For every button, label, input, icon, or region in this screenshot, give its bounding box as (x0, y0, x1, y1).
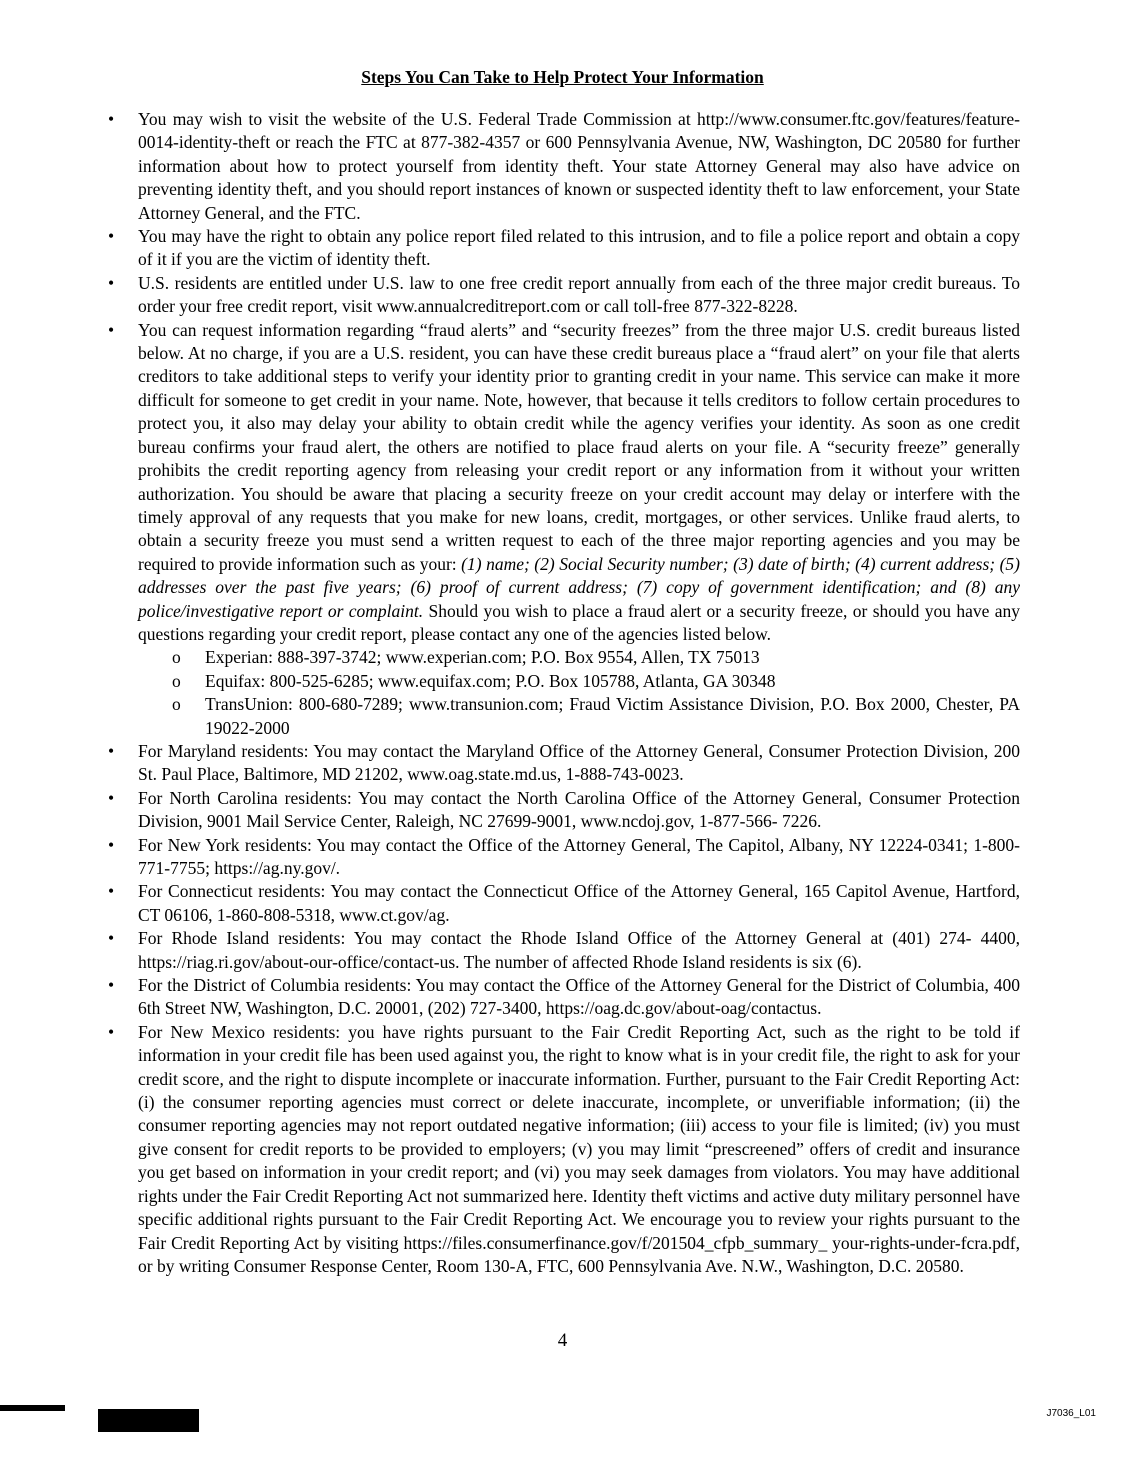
required-info-list: (1) name; (2) Social Security number; (3) date of birth; (4) current address; (5) addresses over the past five years; (6) proof of current address; (7) copy of government identification; and (8) any police/investigative report or complaint. (138, 553, 1020, 621)
bureau-list (138, 646, 1020, 740)
bullet-rhode-island: • For Rhode Island residents: You may contact the Rhode Island Office of the Attorney General at (401) 274- 4400, https://riag.ri.gov/about-our-office/contact-us. The number of affected Rhode Island residents is six (6). (104, 927, 1020, 974)
bureau-equifax: o Equifax: 800-525-6285; www.equifax.com; P.O. Box 105788, Atlanta, GA 30348 (172, 670, 1020, 693)
bullet-list (104, 108, 1020, 1278)
bullet-north-carolina: • For North Carolina residents: You may contact the North Carolina Office of the Attorney General, Consumer Protection Division, 9001 Mail Service Center, Raleigh, NC 27699-9001, www.ncdoj.gov, 1-877-566- 7226. (104, 787, 1020, 834)
page-number: 4 (557, 1330, 568, 1351)
bullet-police-report: • You may have the right to obtain any police report filed related to this intrusion, and to file a police report and obtain a copy of it if you are the victim of identity theft. (104, 225, 1020, 272)
fraud-alerts-closing: Should you wish to place a fraud alert or a security freeze, or should you have any questions regarding your credit report, please contact any one of the agencies listed below. (138, 600, 1020, 644)
bureau-transunion: o TransUnion: 800-680-7289; www.transunion.com; Fraud Victim Assistance Division, P.O. Box 2000, Chester, PA 19022-2000 (172, 693, 1020, 740)
bureau-experian: o Experian: 888-397-3742; www.experian.com; P.O. Box 9554, Allen, TX 75013 (172, 646, 1020, 669)
corner-mark (0, 1405, 65, 1411)
bullet-new-york: • For New York residents: You may contact the Office of the Attorney General, The Capitol, Albany, NY 12224-0341; 1-800-771-7755; https://ag.ny.gov/. (104, 834, 1020, 881)
bullet-new-mexico: • For New Mexico residents: you have rights pursuant to the Fair Credit Reporting Act, such as the right to be told if information in your credit file has been used against you, the right to know what is in your credit file, the right to ask for your credit score, and the right to dispute incomplete or inaccurate information. Further, pursuant to the Fair Credit Reporting Act: (i) the consumer reporting agencies must correct or delete inaccurate, incomplete, or unverifiable information; (ii) the consumer reporting agencies may not report outdated negative information; (iii) access to your file is limited; (iv) you must give consent for credit reports to be provided to employers; (v) you may limit “prescreened” offers of credit and insurance you get based on information in your credit report; and (vi) you may seek damages from violators. You may have additional rights under the Fair Credit Reporting Act not summarized here. Identity theft victims and active duty military personnel have specific additional rights pursuant to the Fair Credit Reporting Act. We encourage you to review your rights pursuant to the Fair Credit Reporting Act by visiting https://files.consumerfinance.gov/f/201504_cfpb_summary_ your-rights-under-fcra.pdf, or by writing Consumer Response Center, Room 130-A, FTC, 600 Pennsylvania Ave. N.W., Washington, D.C. 20580. (104, 1021, 1020, 1278)
page-title: Steps You Can Take to Help Protect Your Information (361, 67, 764, 87)
bullet-maryland: • For Maryland residents: You may contact the Maryland Office of the Attorney General, Consumer Protection Division, 200 St. Paul Place, Baltimore, MD 21202, www.oag.state.md.us, 1-888-743-0023. (104, 740, 1020, 787)
bullet-fraud-alerts (104, 319, 1020, 740)
document-code: J7036_L01 (1046, 1408, 1096, 1419)
bullet-connecticut: • For Connecticut residents: You may contact the Connecticut Office of the Attorney General, 165 Capitol Avenue, Hartford, CT 06106, 1-860-808-5318, www.ct.gov/ag. (104, 880, 1020, 927)
bullet-district-of-columbia: • For the District of Columbia residents: You may contact the Office of the Attorney General for the District of Columbia, 400 6th Street NW, Washington, D.C. 20001, (202) 727-3400, https://oag.dc.gov/about-oag/contactus. (104, 974, 1020, 1021)
bullet-free-credit-report: • U.S. residents are entitled under U.S. law to one free credit report annually from each of the three major credit bureaus. To order your free credit report, visit www.annualcreditreport.com or call toll-free 877-322-8228. (104, 272, 1020, 319)
document-body (104, 108, 1020, 1278)
fraud-alerts-text: You can request information regarding “fraud alerts” and “security freezes” from the three major U.S. credit bureaus listed below. At no charge, if you are a U.S. resident, you can have these credit bureaus place a “fraud alert” on your file that alerts creditors to take additional steps to verify your identity prior to granting credit in your name. This service can make it more difficult for someone to get credit in your name. Note, however, that because it tells creditors to follow certain procedures to protect you, it also may delay your ability to obtain credit while the agency verifies your identity. As soon as one credit bureau confirms your fraud alert, the others are notified to place fraud alerts on your file. A “security freeze” generally prohibits the credit reporting agency from releasing your credit report or any information from it without your written authorization. You should be aware that placing a security freeze on your credit account may delay or interfere with the timely approval of any requests that you make for new loans, credit, mortgages, or other services. Unlike fraud alerts, to obtain a security freeze you must send a written request to each of the three major reporting agencies and you may be required to provide information such as your: (138, 319, 1020, 574)
redaction-box (98, 1409, 199, 1432)
bullet-ftc: • You may wish to visit the website of the U.S. Federal Trade Commission at http://www.consumer.ftc.gov/features/feature-0014-identity-theft or reach the FTC at 877-382-4357 or 600 Pennsylvania Avenue, NW, Washington, DC 20580 for further information about how to protect yourself from identity theft. Your state Attorney General may also have advice on preventing identity theft, and you should report instances of known or suspected identity theft to law enforcement, your State Attorney General, and the FTC. (104, 108, 1020, 225)
